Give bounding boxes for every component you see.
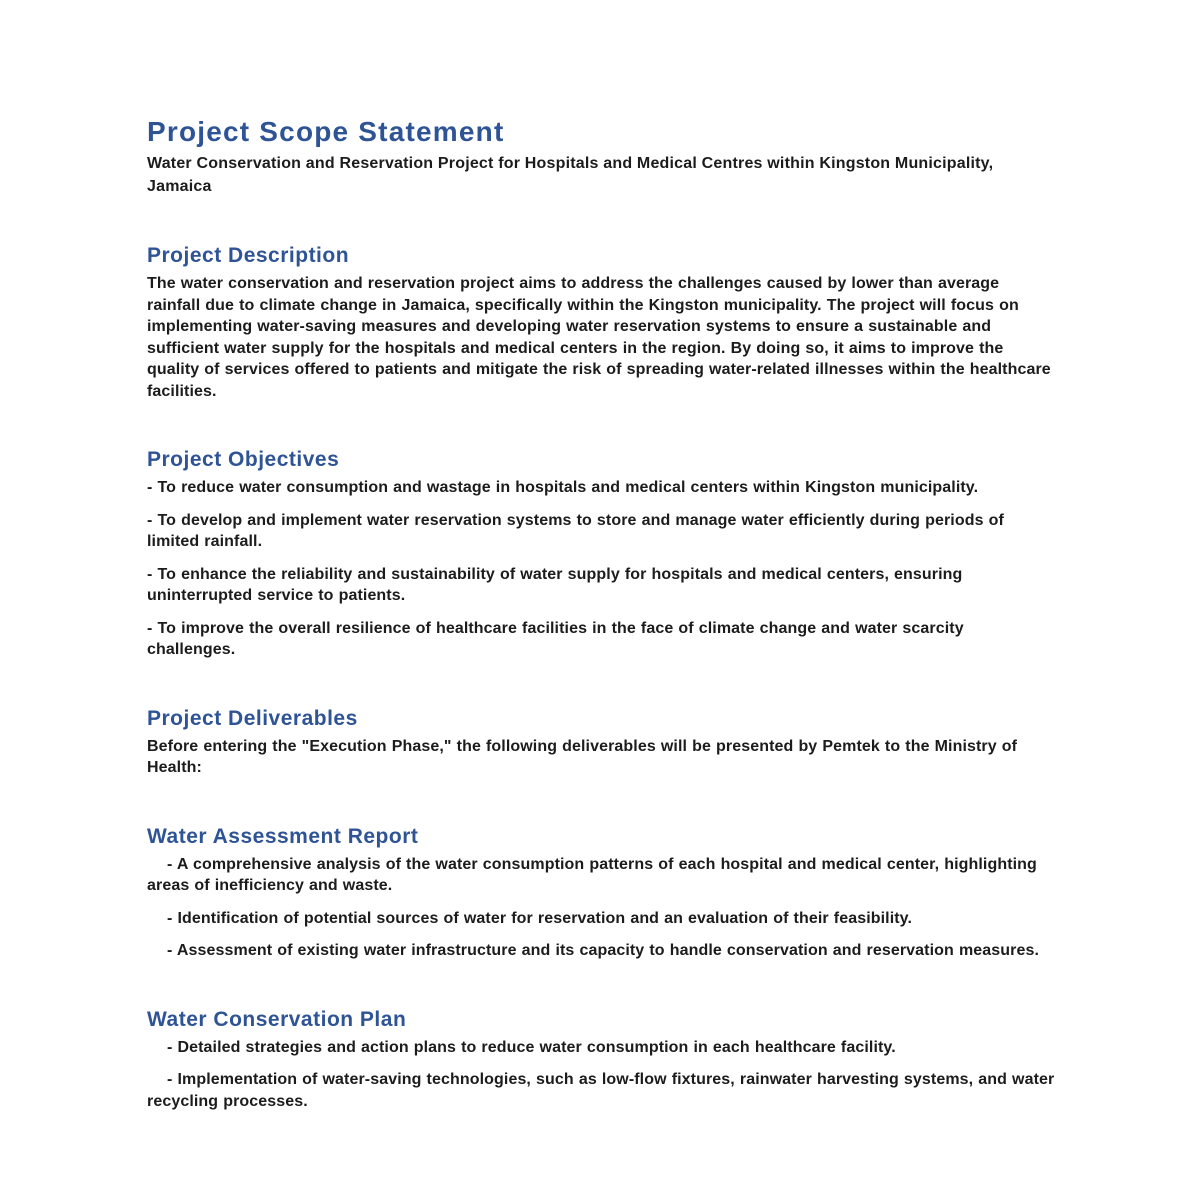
- deliverable-item: - Identification of potential sources of water for reservation and an evaluation of their feasibility.: [167, 909, 913, 927]
- deliverable-item: - Detailed strategies and action plans to reduce water consumption in each healthcare facility.: [167, 1038, 896, 1056]
- section-project-objectives: [147, 448, 1055, 661]
- page-title: Project Scope Statement: [147, 116, 505, 147]
- section-heading-water-assessment-report: Water Assessment Report: [147, 824, 419, 848]
- section-water-conservation-plan: [147, 1008, 1055, 1113]
- paragraph-project-description: The water conservation and reservation project aims to address the challenges caused by lower than average rainfall due to climate change in Jamaica, specifically within the Kingston municipality. The project will focus on implementing water-saving measures and developing water reservation systems to ensure a sustainable and sufficient water supply for the hospitals and medical centers in the region. By doing so, it aims to improve the quality of services offered to patients and mitigate the risk of spreading water-related illnesses within the healthcare facilities.: [147, 275, 1051, 400]
- deliverable-item: - A comprehensive analysis of the water consumption patterns of each hospital and medical center, highlighting areas of inefficiency and waste.: [147, 855, 1037, 894]
- paragraph-project-deliverables: Before entering the "Execution Phase," the following deliverables will be presented by Pemtek to the Ministry of Health:: [147, 737, 1018, 776]
- section-heading-project-deliverables: Project Deliverables: [147, 706, 358, 730]
- objective-item: - To reduce water consumption and wastage in hospitals and medical centers within Kingston municipality.: [147, 479, 979, 496]
- section-water-assessment-report: [147, 825, 1055, 962]
- section-heading-project-objectives: Project Objectives: [147, 448, 340, 471]
- section-heading-project-description: Project Description: [147, 244, 350, 267]
- deliverable-item: - Assessment of existing water infrastructure and its capacity to handle conservation and reservation measures.: [167, 942, 1040, 959]
- document-subtitle: Water Conservation and Reservation Project for Hospitals and Medical Centres within Kingston Municipality, Jamaica: [147, 155, 994, 195]
- section-heading-water-conservation-plan: Water Conservation Plan: [147, 1007, 407, 1031]
- deliverable-item: - Implementation of water-saving technologies, such as low-flow fixtures, rainwater harvesting systems, and water recycling processes.: [147, 1071, 1055, 1110]
- section-project-description: [147, 244, 1055, 402]
- objective-item: - To enhance the reliability and sustainability of water supply for hospitals and medical centers, ensuring uninterrupted service to patients.: [147, 565, 963, 604]
- objective-item: - To improve the overall resilience of healthcare facilities in the face of climate change and water scarcity challenges.: [147, 619, 964, 658]
- objective-item: - To develop and implement water reservation systems to store and manage water efficiently during periods of limited rainfall.: [147, 511, 1004, 550]
- section-project-deliverables: [147, 707, 1055, 779]
